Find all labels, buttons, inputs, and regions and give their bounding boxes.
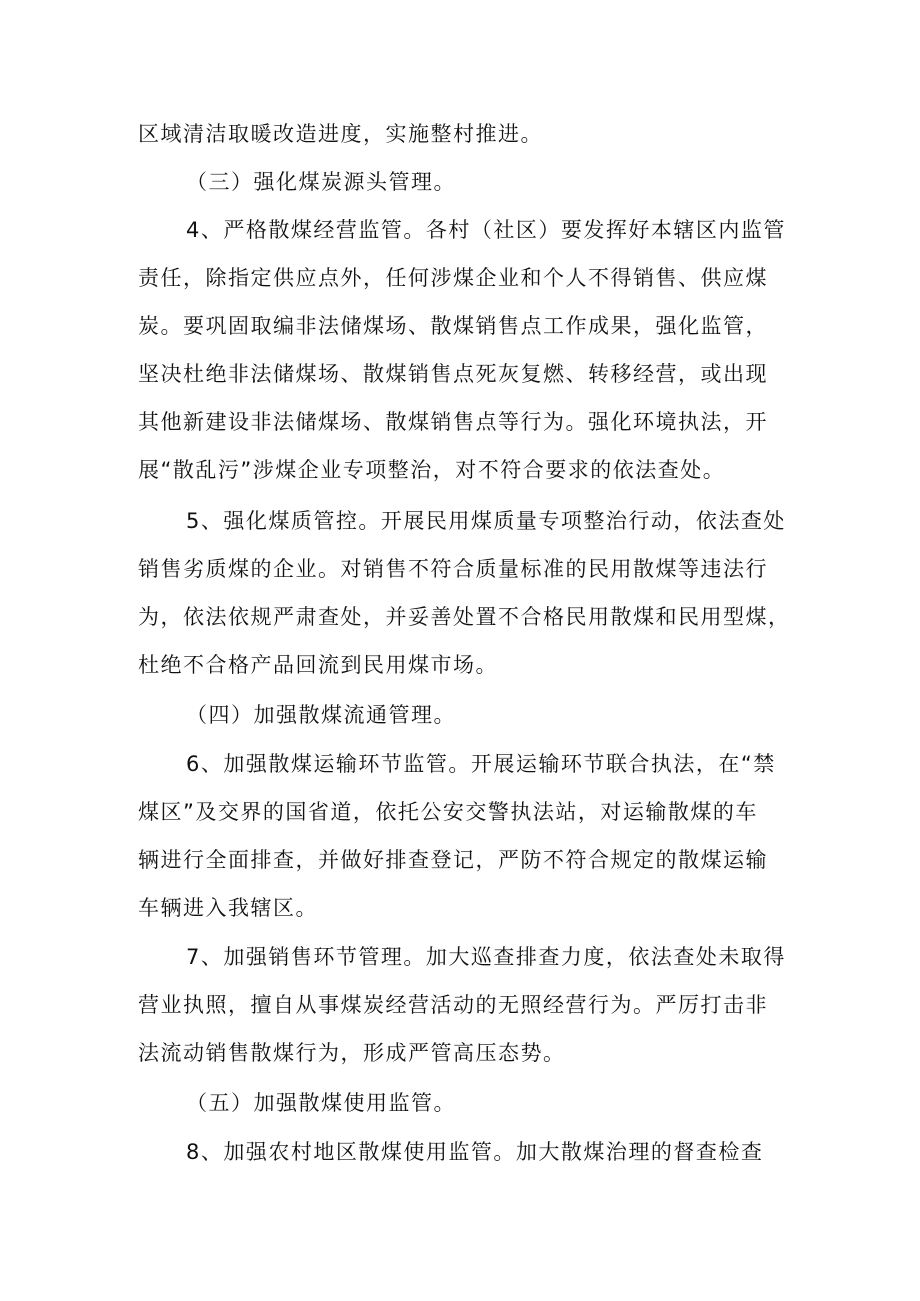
section-heading-4: （四）加强散煤流通管理。 — [186, 703, 456, 727]
paragraph-4-line-2: 责任，除指定供应点外，任何涉煤企业和个人不得销售、供应煤 — [138, 266, 768, 290]
section-heading-5: （五）加强散煤使用监管。 — [186, 1091, 456, 1115]
text-line-continuation: 区域清洁取暖改造进度，实施整村推进。 — [138, 122, 543, 146]
paragraph-5-line-2: 销售劣质煤的企业。对销售不符合质量标准的民用散煤等违法行 — [138, 557, 768, 581]
paragraph-6-line-1: 6、加强散煤运输环节监管。开展运输环节联合执法，在“禁 — [186, 752, 776, 776]
paragraph-4-line-4: 坚决杜绝非法储煤场、散煤销售点死灰复燃、转移经营，或出现 — [138, 362, 768, 386]
paragraph-4-line-1: 4、严格散煤经营监管。各村（社区）要发挥好本辖区内监管 — [186, 218, 786, 242]
paragraph-8-line-1: 8、加强农村地区散煤使用监管。加大散煤治理的督查检查 — [186, 1140, 764, 1164]
paragraph-6-line-4: 车辆进入我辖区。 — [138, 896, 318, 920]
paragraph-6-line-3: 辆进行全面排查，并做好排查登记，严防不符合规定的散煤运输 — [138, 848, 768, 872]
section-heading-3: （三）强化煤炭源头管理。 — [186, 170, 456, 194]
paragraph-4-line-6: 展“散乱污”涉煤企业专项整治，对不符合要求的依法查处。 — [138, 458, 726, 482]
paragraph-4-line-5: 其他新建设非法储煤场、散煤销售点等行为。强化环境执法，开 — [138, 410, 768, 434]
paragraph-5-line-1: 5、强化煤质管控。开展民用煤质量专项整治行动，依法查处 — [186, 509, 786, 533]
paragraph-6-line-2: 煤区”及交界的国省道，依托公安交警执法站，对运输散煤的车 — [138, 800, 758, 824]
paragraph-5-line-4: 杜绝不合格产品回流到民用煤市场。 — [138, 653, 498, 677]
paragraph-5-line-3: 为，依法依规严肃查处，并妥善处置不合格民用散煤和民用型煤， — [138, 605, 791, 629]
paragraph-7-line-1: 7、加强销售环节管理。加大巡查排查力度，依法查处未取得 — [186, 945, 786, 969]
paragraph-4-line-3: 炭。要巩固取编非法储煤场、散煤销售点工作成果，强化监管， — [138, 314, 768, 338]
paragraph-7-line-2: 营业执照，擅自从事煤炭经营活动的无照经营行为。严厉打击非 — [138, 993, 768, 1017]
paragraph-7-line-3: 法流动销售散煤行为，形成严管高压态势。 — [138, 1041, 566, 1065]
